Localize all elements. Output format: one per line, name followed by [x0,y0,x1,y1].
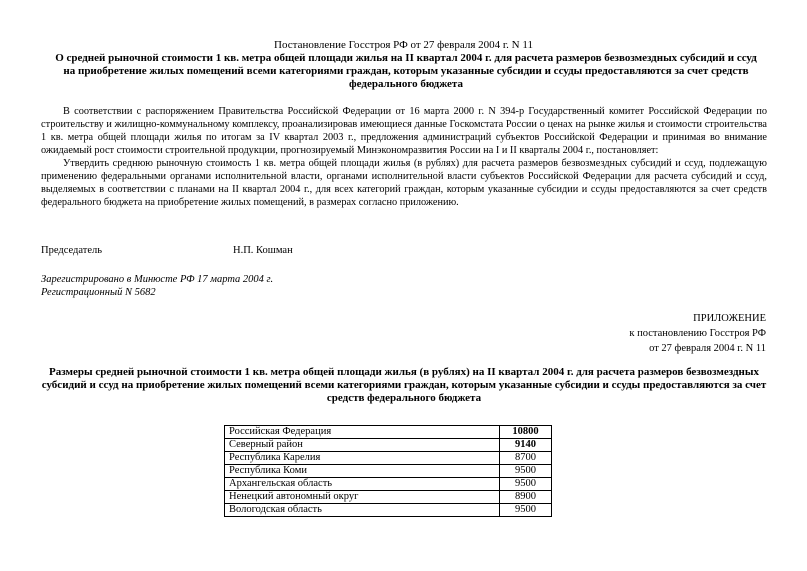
table-row [225,439,552,452]
region-cell: Российская Федерация [225,426,500,439]
region-cell: Ненецкий автономный округ [225,491,500,504]
region-cell: Республика Коми [225,465,500,478]
registration-date: Зарегистрировано в Минюсте РФ 17 марта 2004 г. [41,274,274,285]
value-cell: 8900 [500,491,552,504]
registration-number: Регистрационный N 5682 [41,287,156,298]
table-row [225,465,552,478]
signature-label: Председатель [41,245,103,256]
document-reference: Постановление Госстроя РФ от 27 февраля 2004 г. N 11 [274,39,533,51]
value-cell: 9500 [500,504,552,517]
value-cell: 8700 [500,452,552,465]
appendix-title: Размеры средней рыночной стоимости 1 кв. метра общей площади жилья (в рублях) на II квартал 2004 г. для расчета размеров безвозмездных субсидий и ссуд на приобретение жилых помещений всеми категориями граждан, которым указанные субсидии и ссуды предоставляются за счет средств федерального бюджета [41,366,767,404]
region-cell: Северный район [225,439,500,452]
price-table [224,425,552,517]
appendix-label: ПРИЛОЖЕНИЕ [693,313,766,324]
region-cell: Вологодская область [225,504,500,517]
value-cell: 9500 [500,478,552,491]
signature-name: Н.П. Кошман [233,245,293,256]
value-cell: 9500 [500,465,552,478]
appendix-header [629,311,766,356]
value-cell: 9140 [500,439,552,452]
body-paragraph: В соответствии с распоряжением Правительства Российской Федерации от 16 марта 2000 г. N 394-р Государственный комитет Российской Федерации по строительству и жилищно-коммунальному комплексу, проанализировав имеющиеся данные Госкомстата России о ценах на рынке жилья и стоимости строительства 1 кв. метра общей площади жилья по итогам за IV квартал 2003 г., предложения администраций субъектов Российской Федерации и принимая во внимание ожидаемый рост стоимости строительной продукции, прогнозируемый Минэкономразвития России на I и II кварталы 2004 г., постановляет: [41,106,767,156]
value-cell: 10800 [500,426,552,439]
appendix-ref: к постановлению Госстроя РФ [629,328,766,339]
document-body [41,105,767,209]
region-cell: Архангельская область [225,478,500,491]
region-cell: Республика Карелия [225,452,500,465]
appendix-ref-date: от 27 февраля 2004 г. N 11 [649,343,766,354]
table-row [225,478,552,491]
document-title: О средней рыночной стоимости 1 кв. метра общей площади жилья на II квартал 2004 г. для расчета размеров безвозмездных субсидий и ссуд на приобретение жилых помещений всеми категориями граждан, которым указанные субсидии и ссуды предоставляются за счет средств федерального бюджета [55,52,757,90]
table-row [225,491,552,504]
body-paragraph: Утвердить среднюю рыночную стоимость 1 кв. метра общей площади жилья (в рублях) для расчета размеров безвозмездных субсидий и ссуд, подлежащую применению федеральными органами исполнительной власти, органами исполнительной власти субъектов Российской Федерации для расчета субсидий и ссуд, выделяемых в соответствии с планами на II квартал 2004 г., для всех категорий граждан, которым указанные субсидии и ссуды предоставляются за счет средств федерального бюджета на приобретение жилых помещений, в размерах согласно приложению. [41,158,767,208]
table-row [225,452,552,465]
table-row [225,426,552,439]
table-row [225,504,552,517]
